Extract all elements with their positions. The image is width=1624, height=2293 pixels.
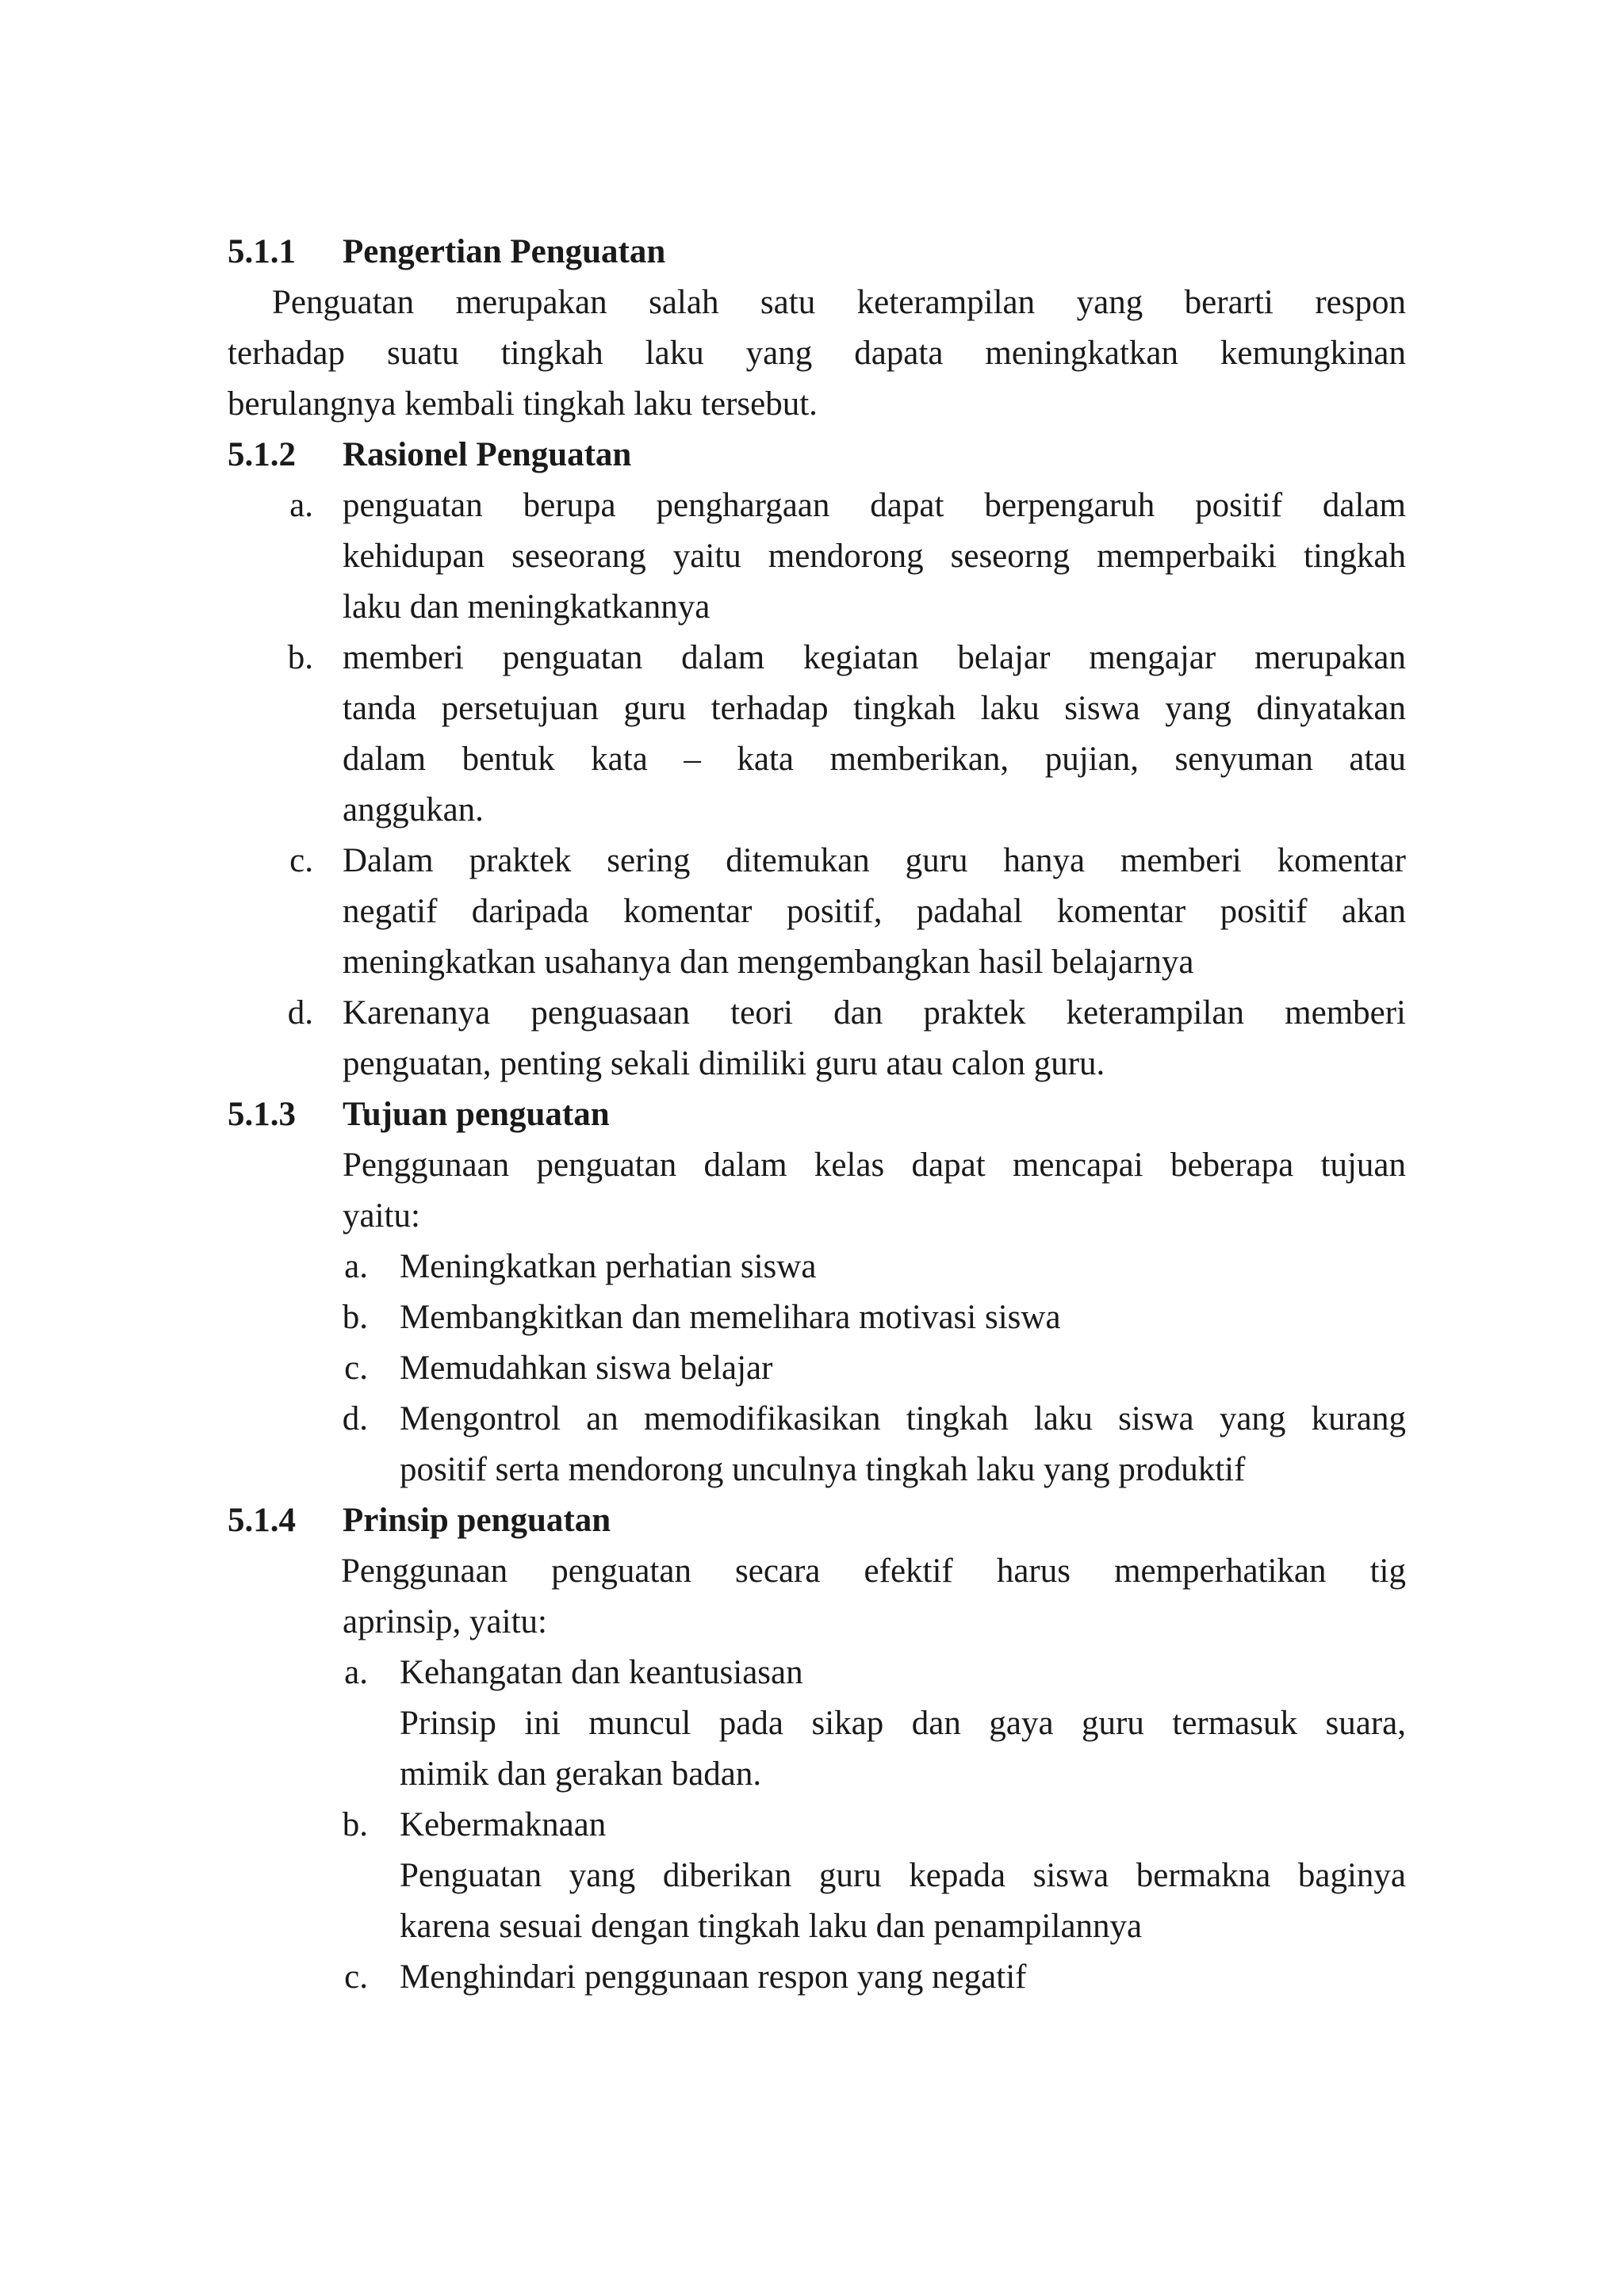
list-item-line: Kebermaknaan [400, 1806, 607, 1843]
list-marker: b. [342, 1806, 368, 1843]
list-item-line: mimik dan gerakan badan. [400, 1755, 762, 1793]
list-item-line: Prinsip ini muncul pada sikap dan gaya guru termasuk suara, [400, 1705, 1406, 1742]
list-marker: b. [287, 639, 313, 676]
list-marker: c. [344, 1958, 368, 1996]
list-item-line: laku dan meningkatkannya [343, 588, 710, 626]
section-number: 5.1.3 [228, 1096, 296, 1133]
list-marker: d. [342, 1400, 368, 1437]
section-title: Pengertian Penguatan [343, 233, 666, 270]
section-heading-5-1-3 [0, 1089, 1624, 1140]
section-title: Prinsip penguatan [343, 1502, 611, 1539]
list-item-line: negatif daripada komentar positif, padahal komentar positif akan [343, 893, 1406, 930]
list-item-line: Dalam praktek sering ditemukan guru hanya memberi komentar [343, 842, 1406, 879]
list-item-line: anggukan. [343, 791, 484, 829]
section-number: 5.1.4 [228, 1502, 296, 1539]
list-item-line: kehidupan seseorang yaitu mendorong seseorng memperbaiki tingkah [343, 538, 1406, 575]
section-title: Tujuan penguatan [343, 1096, 610, 1133]
paragraph-line: Penguatan merupakan salah satu keterampilan yang berarti respon [272, 284, 1406, 321]
section-title: Rasionel Penguatan [343, 436, 632, 473]
list-item-line: Mengontrol an memodifikasikan tingkah laku siswa yang kurang [400, 1400, 1406, 1437]
list-item-line: tanda persetujuan guru terhadap tingkah laku siswa yang dinyatakan [343, 690, 1406, 727]
paragraph-line: terhadap suatu tingkah laku yang dapata meningkatkan kemungkinan [228, 335, 1406, 372]
list-item-line: Memudahkan siswa belajar [400, 1349, 773, 1387]
list-marker: c. [344, 1349, 368, 1387]
list-marker: a. [289, 487, 313, 524]
intro-line: aprinsip, yaitu: [343, 1603, 547, 1640]
list-item-line: dalam bentuk kata – kata memberikan, pujian, senyuman atau [343, 741, 1406, 778]
list-item-line: Karenanya penguasaan teori dan praktek keterampilan memberi [343, 994, 1406, 1032]
paragraph-line: berulangnya kembali tingkah laku tersebut. [228, 385, 818, 423]
intro-line: yaitu: [343, 1197, 420, 1235]
intro-line: Penggunaan penguatan dalam kelas dapat mencapai beberapa tujuan [343, 1146, 1406, 1184]
list-item-line: penguatan berupa penghargaan dapat berpengaruh positif dalam [343, 487, 1406, 524]
section-heading-5-1-1 [0, 227, 1624, 278]
list-marker: a. [344, 1248, 368, 1285]
list-marker: c. [289, 842, 313, 879]
list-marker: a. [344, 1654, 368, 1691]
list-item-line: memberi penguatan dalam kegiatan belajar mengajar merupakan [343, 639, 1406, 676]
list-item-line: karena sesuai dengan tingkah laku dan penampilannya [400, 1908, 1143, 1945]
section-heading-5-1-4 [0, 1495, 1624, 1546]
intro-line: Penggunaan penguatan secara efektif harus memperhatikan tig [341, 1552, 1406, 1590]
section-heading-5-1-2 [0, 430, 1624, 480]
list-item-line: Penguatan yang diberikan guru kepada siswa bermakna baginya [400, 1857, 1406, 1894]
list-item-line: positif serta mendorong unculnya tingkah laku yang produktif [400, 1451, 1246, 1488]
list-item-line: Kehangatan dan keantusiasan [400, 1654, 803, 1691]
list-item-line: Meningkatkan perhatian siswa [400, 1248, 817, 1285]
list-item-line: Menghindari penggunaan respon yang negatif [400, 1958, 1027, 1996]
section-number: 5.1.1 [228, 233, 296, 270]
list-marker: d. [287, 994, 313, 1032]
list-marker: b. [342, 1299, 368, 1336]
section-number: 5.1.2 [228, 436, 296, 473]
list-item-line: penguatan, penting sekali dimiliki guru atau calon guru. [343, 1045, 1105, 1082]
list-item-line: Membangkitkan dan memelihara motivasi siswa [400, 1299, 1061, 1336]
list-item-line: meningkatkan usahanya dan mengembangkan hasil belajarnya [343, 944, 1194, 981]
